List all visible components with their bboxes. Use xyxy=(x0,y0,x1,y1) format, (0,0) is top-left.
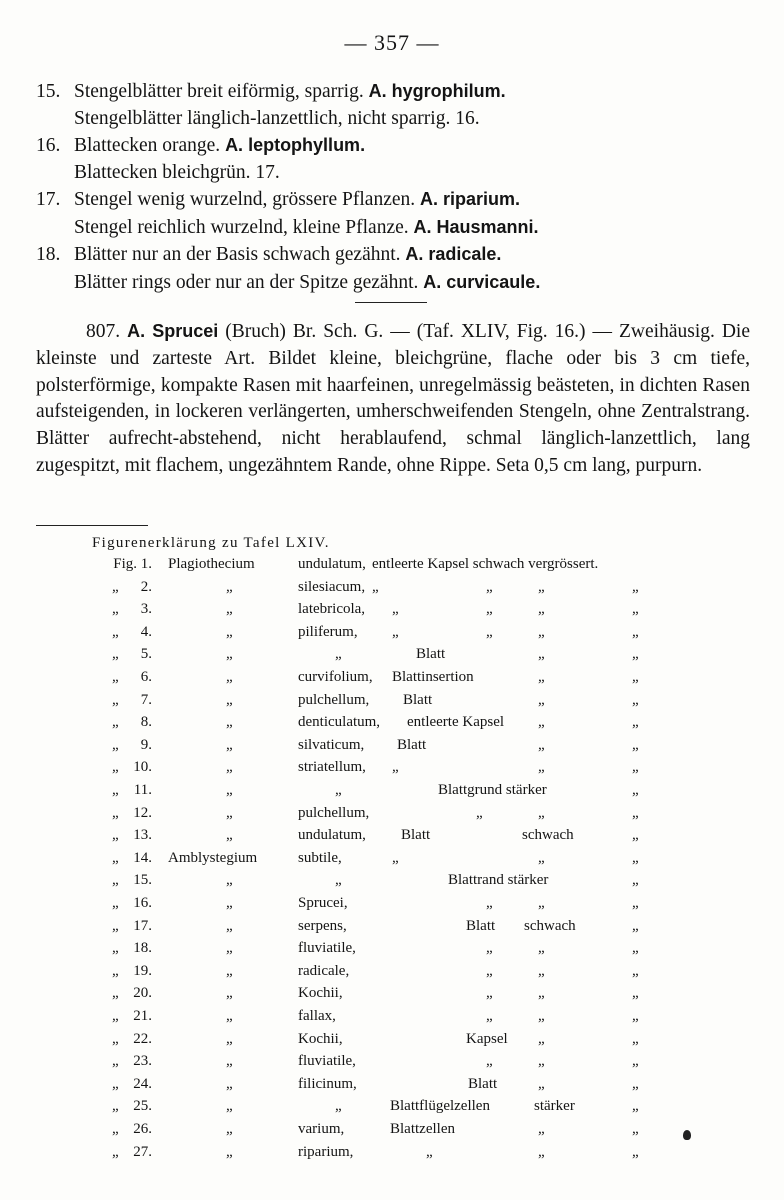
ditto-mark: „ xyxy=(112,691,119,708)
key-taxon: A. riparium. xyxy=(420,189,521,209)
figure-note: „ xyxy=(632,895,639,911)
key-line xyxy=(36,241,744,269)
figure-genus: „ xyxy=(226,985,233,1002)
figure-genus: „ xyxy=(226,691,233,708)
figure-number: 19. xyxy=(133,962,152,979)
figure-genus: „ xyxy=(226,917,233,934)
figure-number: 9. xyxy=(140,736,152,753)
figure-note: „ xyxy=(538,849,545,866)
ditto-mark: „ xyxy=(112,804,119,821)
key-line xyxy=(36,132,744,160)
figure-note: „ xyxy=(392,623,399,640)
ditto-mark: „ xyxy=(112,1053,119,1070)
figure-note: „ xyxy=(632,962,639,979)
figure-number: 10. xyxy=(133,759,152,776)
section-divider xyxy=(355,302,427,303)
figure-row xyxy=(0,827,784,849)
ditto-mark: „ xyxy=(112,669,119,685)
key-line xyxy=(36,269,744,297)
ditto-mark: „ xyxy=(112,917,119,934)
species-name: A. Sprucei xyxy=(127,321,219,341)
identification-key xyxy=(36,78,744,296)
ditto-mark: „ xyxy=(112,646,119,663)
figure-note: Blattflügelzellen xyxy=(390,1098,490,1115)
figure-row xyxy=(0,940,784,962)
ditto-mark: „ xyxy=(112,623,119,640)
figure-species: latebricola, xyxy=(298,601,366,618)
figure-genus: „ xyxy=(226,714,233,731)
figure-species: silvaticum, xyxy=(298,736,365,753)
figure-note: „ xyxy=(632,827,639,844)
figure-note: „ xyxy=(372,578,379,595)
figure-note: schwach xyxy=(524,917,576,934)
figure-note: „ xyxy=(632,985,639,1002)
figure-row xyxy=(0,1076,784,1098)
figure-note: „ xyxy=(538,1008,545,1024)
figure-note: schwach xyxy=(522,827,574,844)
figure-row xyxy=(0,805,784,827)
key-text: Stengel wenig wurzelnd, grössere Pflanzen. xyxy=(74,189,416,210)
figure-number: 20. xyxy=(133,985,152,1002)
figure-row xyxy=(0,872,784,894)
figure-note: „ xyxy=(538,895,545,911)
figure-species: undulatum, xyxy=(298,827,366,844)
figure-note: „ xyxy=(632,736,639,753)
figure-row xyxy=(0,1053,784,1075)
figure-note: „ xyxy=(632,1075,639,1092)
key-text: Stengel reichlich wurzelnd, kleine Pflanze. xyxy=(74,216,409,238)
figure-number: 11. xyxy=(133,782,152,798)
figure-note: „ xyxy=(486,578,493,595)
figure-note: „ xyxy=(486,962,493,979)
ditto-mark: „ xyxy=(112,736,119,753)
key-text: Stengelblätter breit eiförmig, sparrig. xyxy=(74,81,364,102)
ditto-mark: „ xyxy=(112,962,119,979)
figure-note: „ xyxy=(486,601,493,618)
figure-species: fallax, xyxy=(298,1008,336,1024)
page-number: — 357 — xyxy=(344,30,440,55)
figure-note: „ xyxy=(538,804,545,821)
figure-note: Blatt xyxy=(401,827,431,844)
figure-note: „ xyxy=(632,669,639,685)
figure-number: 26. xyxy=(133,1121,152,1137)
figure-row xyxy=(0,1098,784,1120)
figure-note: Blattgrund stärker xyxy=(438,782,547,798)
key-taxon: A. curvicaule. xyxy=(423,271,541,292)
figure-row xyxy=(0,646,784,668)
figure-note: „ xyxy=(392,601,399,618)
figure-note: „ xyxy=(632,601,639,618)
figure-note: Blattzellen xyxy=(390,1121,455,1137)
ditto-mark: „ xyxy=(112,940,119,957)
figure-number: 25. xyxy=(133,1098,152,1115)
figure-note: „ xyxy=(538,623,545,640)
figure-note: „ xyxy=(476,804,483,821)
key-number: 17. xyxy=(36,189,61,210)
figure-row xyxy=(0,963,784,985)
figure-note: „ xyxy=(486,940,493,957)
figure-row xyxy=(0,714,784,736)
figure-row xyxy=(0,918,784,940)
figure-number: 15. xyxy=(133,872,152,889)
figure-genus: „ xyxy=(226,1008,233,1024)
key-taxon: A. Hausmanni. xyxy=(413,216,539,237)
figure-number: 27. xyxy=(133,1143,152,1160)
figure-genus: „ xyxy=(226,1143,233,1160)
figure-note: „ xyxy=(632,1030,639,1047)
figure-note: „ xyxy=(538,759,545,776)
figure-genus: „ xyxy=(226,736,233,753)
figure-genus: „ xyxy=(226,669,233,685)
figure-note: Kapsel xyxy=(466,1030,508,1047)
figure-note: „ xyxy=(538,714,545,731)
figure-row xyxy=(0,737,784,759)
figure-row xyxy=(0,556,784,578)
figure-species: Sprucei, xyxy=(298,895,348,911)
figure-number: 2. xyxy=(140,578,152,595)
figure-note: „ xyxy=(486,895,493,911)
figure-note: „ xyxy=(538,962,545,979)
figure-note: Blatt xyxy=(403,691,433,708)
figure-note: Blatt xyxy=(466,917,496,934)
figure-species: subtile, xyxy=(298,849,342,866)
key-text: Blätter rings oder nur an der Spitze gezähnt. xyxy=(74,271,419,293)
figure-note: „ xyxy=(632,578,639,595)
figure-species: silesiacum, xyxy=(298,578,366,595)
figure-row xyxy=(0,985,784,1007)
key-number: 18. xyxy=(36,244,61,265)
ditto-mark: „ xyxy=(112,827,119,844)
figure-row xyxy=(0,1144,784,1166)
figure-note: „ xyxy=(538,1121,545,1137)
figure-genus: Amblystegium xyxy=(168,849,258,866)
key-taxon: A. hygrophilum. xyxy=(368,81,506,101)
figure-row xyxy=(0,1121,784,1143)
key-line xyxy=(36,78,744,106)
figure-number: 22. xyxy=(133,1030,152,1047)
figure-note: Blatt xyxy=(397,736,427,753)
figure-number: 14. xyxy=(133,849,152,866)
figure-note: „ xyxy=(486,985,493,1002)
key-text: Stengelblätter länglich-lanzettlich, nicht sparrig. 16. xyxy=(74,107,480,129)
figure-row xyxy=(0,579,784,601)
figure-note: „ xyxy=(632,940,639,957)
figure-note: „ xyxy=(538,578,545,595)
figure-note: „ xyxy=(632,691,639,708)
figure-row xyxy=(0,669,784,691)
figure-note: „ xyxy=(486,1053,493,1070)
figure-number: 6. xyxy=(140,669,152,685)
figure-row xyxy=(0,692,784,714)
ditto-mark: „ xyxy=(112,985,119,1002)
figure-note: „ xyxy=(632,917,639,934)
figure-species: radicale, xyxy=(298,962,350,979)
figure-species: piliferum, xyxy=(298,623,358,640)
figure-genus: „ xyxy=(226,962,233,979)
key-taxon: A. radicale. xyxy=(405,244,502,264)
figure-note: „ xyxy=(632,1053,639,1070)
species-description xyxy=(36,318,750,480)
ditto-mark: „ xyxy=(112,1030,119,1047)
figure-note: „ xyxy=(538,691,545,708)
figure-note: „ xyxy=(632,623,639,640)
figure-note: Blatt xyxy=(416,646,446,663)
figure-note: „ xyxy=(632,849,639,866)
key-line xyxy=(36,106,744,133)
figure-genus: „ xyxy=(226,940,233,957)
figure-species: Kochii, xyxy=(298,1030,343,1047)
figure-species: serpens, xyxy=(298,917,347,934)
figure-note: „ xyxy=(632,759,639,776)
figure-note: Blattrand stärker xyxy=(448,872,549,889)
ditto-mark: „ xyxy=(112,895,119,911)
figure-number: 4. xyxy=(140,623,152,640)
figure-legend-title: Figurenerklärung zu Tafel LXIV. xyxy=(92,535,330,551)
figure-genus: „ xyxy=(226,782,233,798)
figure-genus: „ xyxy=(226,827,233,844)
figure-number: 24. xyxy=(133,1075,152,1092)
figure-note: „ xyxy=(486,623,493,640)
figure-species: pulchellum, xyxy=(298,691,370,708)
figure-row xyxy=(0,601,784,623)
figure-genus: „ xyxy=(226,1098,233,1115)
figure-row xyxy=(0,1031,784,1053)
figure-note: „ xyxy=(538,1030,545,1047)
ditto-mark: „ xyxy=(112,782,119,798)
figure-species: „ xyxy=(335,782,342,798)
figure-note: „ xyxy=(632,646,639,663)
figure-genus: „ xyxy=(226,804,233,821)
figure-number: 21. xyxy=(133,1008,152,1024)
figure-number: 23. xyxy=(133,1053,152,1070)
figure-note: entleerte Kapsel schwach vergrössert. xyxy=(372,556,599,572)
figure-species: „ xyxy=(335,646,342,663)
figure-note: „ xyxy=(632,1143,639,1160)
figure-note: „ xyxy=(392,849,399,866)
key-taxon: A. leptophyllum. xyxy=(225,135,366,155)
figure-note: „ xyxy=(538,940,545,957)
figure-number: 12. xyxy=(133,804,152,821)
ditto-mark: „ xyxy=(112,714,119,731)
figure-number: 5. xyxy=(140,646,152,663)
figure-species: Kochii, xyxy=(298,985,343,1002)
figure-species: fluviatile, xyxy=(298,940,356,957)
figure-genus: „ xyxy=(226,895,233,911)
figure-note: „ xyxy=(632,714,639,731)
figure-note: Blatt xyxy=(468,1075,498,1092)
figure-number: 17. xyxy=(133,917,152,934)
ditto-mark: „ xyxy=(112,601,119,618)
species-number: 807. xyxy=(86,321,121,342)
figure-note: entleerte Kapsel xyxy=(407,714,505,731)
figure-number: 18. xyxy=(133,940,152,957)
figure-note: „ xyxy=(538,1075,545,1092)
figure-species: denticulatum, xyxy=(298,714,381,731)
ditto-mark: „ xyxy=(112,578,119,595)
figure-number: Fig. 1. xyxy=(113,556,152,572)
figure-note: „ xyxy=(632,1008,639,1024)
figure-note: „ xyxy=(632,872,639,889)
ditto-mark: „ xyxy=(112,1075,119,1092)
figure-genus: Plagiothecium xyxy=(168,556,255,572)
figure-genus: „ xyxy=(226,872,233,889)
figure-note: „ xyxy=(538,1143,545,1160)
figure-species: riparium, xyxy=(298,1143,354,1160)
figure-number: 16. xyxy=(133,895,152,911)
figure-note: stärker xyxy=(534,1098,575,1115)
ditto-mark: „ xyxy=(112,1098,119,1115)
key-text: Blattecken bleichgrün. 17. xyxy=(74,161,280,183)
figure-note: Blattinsertion xyxy=(392,669,474,685)
figure-row xyxy=(0,850,784,872)
figure-species: striatellum, xyxy=(298,759,366,776)
figure-note: „ xyxy=(392,759,399,776)
figure-genus: „ xyxy=(226,578,233,595)
figure-genus: „ xyxy=(226,646,233,663)
figure-note: „ xyxy=(632,1098,639,1115)
figure-genus: „ xyxy=(226,1053,233,1070)
key-text: Blätter nur an der Basis schwach gezähnt. xyxy=(74,244,401,265)
species-text: (Bruch) Br. Sch. G. — (Taf. XLIV, Fig. 16.) — Zweihäusig. Die kleinste und zarteste Art. Bildet kleine, bleichgrüne, flache oder bis 3 cm tiefe, polsterförmige, kompakte Rasen mit haarfeinen, unregelmässig beästeten, in dichten Rasen aufsteigenden, in lockeren verlängerten, umherschweifenden Stengeln, ohne Zentralstrang. Blätter aufrecht-abstehend, nicht herablaufend, schmal länglich-lanzettlich, lang zugespitzt, mit flachem, ungezähntem Rande, ohne Rippe. Seta 0,5 cm lang, purpurn. xyxy=(36,321,751,476)
figure-number: 7. xyxy=(140,691,152,708)
figure-note: „ xyxy=(538,985,545,1002)
figure-note: „ xyxy=(538,1053,545,1070)
ink-speck xyxy=(683,1130,691,1140)
key-line xyxy=(36,186,744,214)
figure-genus: „ xyxy=(226,1030,233,1047)
ditto-mark: „ xyxy=(112,759,119,776)
figure-species: „ xyxy=(335,872,342,889)
figure-species: pulchellum, xyxy=(298,804,370,821)
figure-species: curvifolium, xyxy=(298,669,373,685)
figure-genus: „ xyxy=(226,1075,233,1092)
key-number: 16. xyxy=(36,135,61,156)
figure-note: „ xyxy=(538,646,545,663)
figure-row xyxy=(0,759,784,781)
ditto-mark: „ xyxy=(112,1121,119,1137)
figure-note: „ xyxy=(632,782,639,798)
figure-genus: „ xyxy=(226,759,233,776)
figure-number: 13. xyxy=(133,827,152,844)
figure-note: „ xyxy=(632,804,639,821)
figure-species: fluviatile, xyxy=(298,1053,356,1070)
footnote-divider xyxy=(36,525,148,526)
figure-note: „ xyxy=(632,1121,639,1137)
figure-species: „ xyxy=(335,1098,342,1115)
figure-row xyxy=(0,782,784,804)
figure-row xyxy=(0,895,784,917)
figure-note: „ xyxy=(538,736,545,753)
figure-genus: „ xyxy=(226,623,233,640)
figure-note: „ xyxy=(538,669,545,685)
key-line xyxy=(36,160,744,187)
ditto-mark: „ xyxy=(112,1143,119,1160)
figure-genus: „ xyxy=(226,1121,233,1137)
ditto-mark: „ xyxy=(112,849,119,866)
figure-species: filicinum, xyxy=(298,1075,357,1092)
key-text: Blattecken orange. xyxy=(74,135,221,156)
figure-number: 3. xyxy=(140,601,152,618)
figure-species: varium, xyxy=(298,1121,345,1137)
figure-row xyxy=(0,624,784,646)
figure-row xyxy=(0,1008,784,1030)
key-line xyxy=(36,214,744,242)
key-number: 15. xyxy=(36,81,61,102)
figure-species: undulatum, xyxy=(298,556,366,572)
ditto-mark: „ xyxy=(112,1008,119,1024)
figure-note: „ xyxy=(426,1143,433,1160)
ditto-mark: „ xyxy=(112,872,119,889)
figure-number: 8. xyxy=(140,714,152,731)
figure-note: „ xyxy=(538,601,545,618)
figure-genus: „ xyxy=(226,601,233,618)
figure-note: „ xyxy=(486,1008,493,1024)
